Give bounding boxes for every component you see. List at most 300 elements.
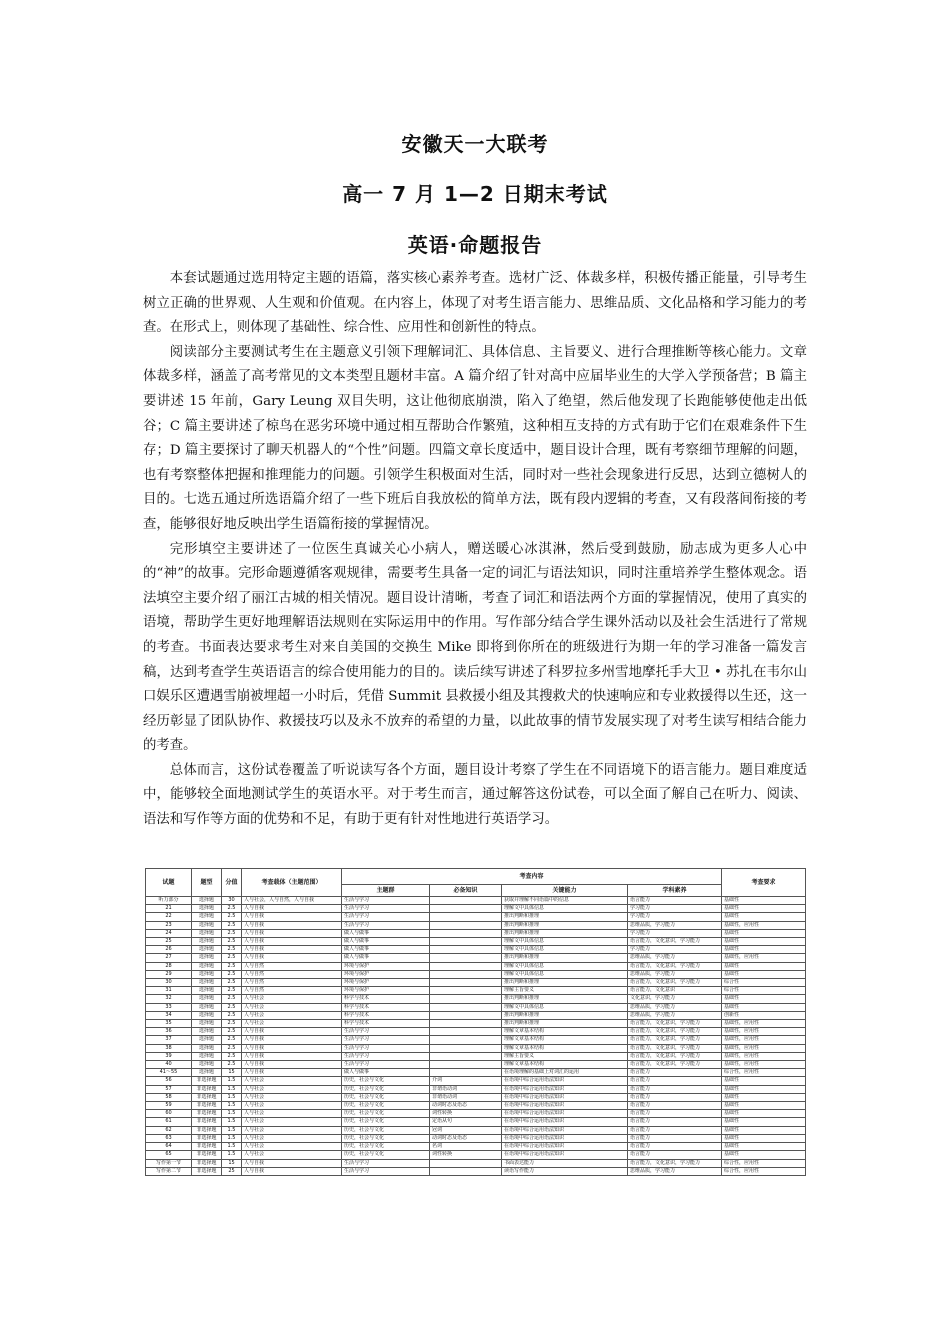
cell-item: 34 — [146, 1011, 192, 1019]
cell-type: 选择题 — [192, 938, 222, 946]
cell-item: 28 — [146, 962, 192, 970]
cell-knowledge — [430, 1044, 502, 1052]
cell-knowledge — [430, 954, 502, 962]
cell-carrier: 人与社会，人与自然，人与自我 — [242, 897, 342, 905]
cell-ability: 理解主旨要义 — [502, 987, 628, 995]
cell-knowledge — [430, 921, 502, 929]
cell-literacy: 学习能力 — [628, 946, 722, 954]
cell-type: 非选择题 — [192, 1143, 222, 1151]
cell-ability: 在语境中综合运用语法知识 — [502, 1102, 628, 1110]
cell-score: 2.5 — [222, 1036, 242, 1044]
cell-theme: 生活与学习 — [342, 921, 430, 929]
table-row — [146, 1052, 806, 1060]
cell-theme: 生活与学习 — [342, 905, 430, 913]
cell-type: 选择题 — [192, 1028, 222, 1036]
cell-type: 非选择题 — [192, 1110, 222, 1118]
cell-carrier: 人与社会 — [242, 1102, 342, 1110]
cell-ability: 在语境中综合运用语法知识 — [502, 1151, 628, 1159]
cell-ability: 理解文章基本结构 — [502, 1061, 628, 1069]
cell-ability: 推出判断和推理 — [502, 1011, 628, 1019]
cell-theme: 历史，社会与文化 — [342, 1102, 430, 1110]
cell-ability: 理解文章基本结构 — [502, 1044, 628, 1052]
header-knowledge: 必备知识 — [430, 885, 502, 897]
cell-type: 选择题 — [192, 897, 222, 905]
cell-literacy: 语言能力 — [628, 897, 722, 905]
cell-theme: 科学与技术 — [342, 1020, 430, 1028]
cell-knowledge: 定语从句 — [430, 1118, 502, 1126]
cell-theme: 历史，社会与文化 — [342, 1077, 430, 1085]
paragraph: 完形填空主要讲述了一位医生真诚关心小病人，赠送暖心冰淇淋，然后受到鼓励，励志成为更多人心中的“神”的故事。完形命题遵循客观规律，需要考生具备一定的词汇与语法知识，同时注重培养学生整体观念。语法填空主要介绍了丽江古城的相关情况。题目设计清晰，考查了词汇和语法两个方面的掌握情况，使用了真实的语境，帮助学生更好地理解语法规则在实际运用中的作用。写作部分结合学生课外活动以及社会生活进行了常规的考查。书面表达要求考生对来自美国的交换生 Mike 即将到你所在的班级进行为期一年的学习准备一篇发言稿，达到考查学生英语语言的综合使用能力的目的。读后续写讲述了科罗拉多州雪地摩托手大卫 • 苏扎在韦尔山口娱乐区遭遇雪崩被埋超一小时后，凭借 Summit 县救援小组及其搜救犬的快速响应和专业救援得以生还，这一经历彰显了团队协作、救援技巧以及永不放弃的希望的力量，以此故事的情节发展实现了对考生读写相结合能力的考查。 — [143, 541, 807, 754]
cell-requirement: 基础性 — [722, 1003, 806, 1011]
spec-table — [145, 868, 806, 1176]
cell-literacy: 语言能力 — [628, 1077, 722, 1085]
cell-carrier: 人与自我 — [242, 1069, 342, 1077]
cell-literacy: 语言能力 — [628, 1085, 722, 1093]
cell-score: 2.5 — [222, 1061, 242, 1069]
cell-literacy: 语言能力 — [628, 1110, 722, 1118]
cell-score: 1.5 — [222, 1118, 242, 1126]
table-row — [146, 1159, 806, 1167]
cell-theme: 做人与做事 — [342, 946, 430, 954]
cell-type: 选择题 — [192, 1044, 222, 1052]
cell-literacy: 语言能力，文化意识，学习能力 — [628, 1052, 722, 1060]
cell-literacy: 思维品质，学习能力 — [628, 921, 722, 929]
cell-knowledge: 动词时态及语态 — [430, 1102, 502, 1110]
cell-carrier: 人与自我 — [242, 954, 342, 962]
cell-literacy: 语言能力 — [628, 1143, 722, 1151]
cell-item: 65 — [146, 1151, 192, 1159]
cell-type: 选择题 — [192, 962, 222, 970]
cell-ability: 在语境中综合运用语法知识 — [502, 1110, 628, 1118]
cell-knowledge — [430, 979, 502, 987]
spec-table-body — [146, 897, 806, 1176]
cell-knowledge — [430, 995, 502, 1003]
cell-literacy: 语言能力 — [628, 1151, 722, 1159]
cell-item: 63 — [146, 1134, 192, 1142]
cell-carrier: 人与自我 — [242, 905, 342, 913]
cell-type: 选择题 — [192, 929, 222, 937]
cell-literacy: 语言能力 — [628, 1102, 722, 1110]
cell-score: 2.5 — [222, 987, 242, 995]
cell-requirement: 基础性 — [722, 913, 806, 921]
cell-theme: 科学与技术 — [342, 1011, 430, 1019]
cell-item: 30 — [146, 979, 192, 987]
cell-literacy: 语言能力 — [628, 1126, 722, 1134]
cell-carrier: 人与社会 — [242, 1126, 342, 1134]
cell-item: 59 — [146, 1102, 192, 1110]
cell-type: 选择题 — [192, 970, 222, 978]
cell-carrier: 人与社会 — [242, 1085, 342, 1093]
table-row — [146, 987, 806, 995]
cell-requirement: 创新性 — [722, 1011, 806, 1019]
cell-score: 2.5 — [222, 954, 242, 962]
cell-ability: 推出判断和推理 — [502, 954, 628, 962]
cell-item: 35 — [146, 1020, 192, 1028]
table-row — [146, 979, 806, 987]
table-row — [146, 1134, 806, 1142]
table-row — [146, 1036, 806, 1044]
cell-carrier: 人与自然 — [242, 970, 342, 978]
cell-literacy: 思维品质，学习能力 — [628, 1011, 722, 1019]
cell-type: 选择题 — [192, 979, 222, 987]
cell-score: 2.5 — [222, 995, 242, 1003]
cell-ability: 推出判断和推理 — [502, 1020, 628, 1028]
cell-item: 64 — [146, 1143, 192, 1151]
cell-knowledge: 非谓语动词 — [430, 1085, 502, 1093]
cell-carrier: 人与社会 — [242, 1003, 342, 1011]
cell-type: 选择题 — [192, 995, 222, 1003]
cell-literacy: 学习能力 — [628, 929, 722, 937]
cell-knowledge: 词性转换 — [430, 1110, 502, 1118]
cell-requirement: 基础性 — [722, 1110, 806, 1118]
cell-knowledge — [430, 938, 502, 946]
table-row — [146, 1003, 806, 1011]
cell-carrier: 人与自我 — [242, 938, 342, 946]
table-row — [146, 995, 806, 1003]
cell-requirement: 综合性，应用性 — [722, 1159, 806, 1167]
cell-literacy: 学习能力 — [628, 905, 722, 913]
header-content: 考查内容 — [342, 869, 722, 885]
cell-item: 写作第二节 — [146, 1167, 192, 1175]
cell-ability: 理解文中具体信息 — [502, 962, 628, 970]
cell-knowledge — [430, 946, 502, 954]
cell-type: 非选择题 — [192, 1159, 222, 1167]
cell-ability: 推出判断和推理 — [502, 921, 628, 929]
cell-ability: 理解文中具体信息 — [502, 905, 628, 913]
cell-item: 听力部分 — [146, 897, 192, 905]
cell-requirement: 基础性，应用性 — [722, 1061, 806, 1069]
cell-item: 32 — [146, 995, 192, 1003]
cell-ability: 在语境中综合运用语法知识 — [502, 1134, 628, 1142]
cell-score: 2.5 — [222, 929, 242, 937]
cell-carrier: 人与社会 — [242, 1134, 342, 1142]
cell-requirement: 综合性 — [722, 987, 806, 995]
cell-type: 选择题 — [192, 913, 222, 921]
cell-carrier: 人与社会 — [242, 1020, 342, 1028]
cell-type: 选择题 — [192, 1003, 222, 1011]
cell-type: 非选择题 — [192, 1077, 222, 1085]
cell-theme: 历史，社会与文化 — [342, 1085, 430, 1093]
report-body — [143, 267, 807, 833]
cell-knowledge: 非谓语动词 — [430, 1093, 502, 1101]
cell-literacy: 语言能力，文化意识，学习能力 — [628, 1036, 722, 1044]
table-row — [146, 929, 806, 937]
cell-requirement: 基础性 — [722, 1077, 806, 1085]
cell-requirement: 基础性，应用性 — [722, 1020, 806, 1028]
cell-carrier: 人与自我 — [242, 913, 342, 921]
cell-carrier: 人与自我 — [242, 1044, 342, 1052]
cell-literacy: 思维品质，学习能力 — [628, 1003, 722, 1011]
cell-knowledge — [430, 1036, 502, 1044]
table-row — [146, 1044, 806, 1052]
table-row — [146, 946, 806, 954]
header-requirement: 考查要求 — [722, 869, 806, 897]
cell-literacy: 语言能力，文化意识，学习能力 — [628, 962, 722, 970]
cell-score: 1.5 — [222, 1093, 242, 1101]
cell-literacy: 语言能力 — [628, 1093, 722, 1101]
cell-literacy: 语言能力，文化意识，学习能力 — [628, 1061, 722, 1069]
cell-ability: 推出判断和推理 — [502, 929, 628, 937]
table-row — [146, 1061, 806, 1069]
cell-type: 选择题 — [192, 1020, 222, 1028]
table-row — [146, 897, 806, 905]
exam-title: 高一 7 月 1—2 日期末考试 — [342, 182, 608, 206]
cell-requirement: 综合性，应用性 — [722, 1069, 806, 1077]
cell-score: 2.5 — [222, 1003, 242, 1011]
cell-item: 29 — [146, 970, 192, 978]
cell-carrier: 人与社会 — [242, 1118, 342, 1126]
cell-requirement: 基础性 — [722, 1143, 806, 1151]
cell-type: 选择题 — [192, 1061, 222, 1069]
cell-theme: 生活与学习 — [342, 1061, 430, 1069]
cell-item: 38 — [146, 1044, 192, 1052]
cell-ability: 在语境中综合运用语法知识 — [502, 1118, 628, 1126]
cell-requirement: 基础性 — [722, 929, 806, 937]
paragraph: 阅读部分主要测试考生在主题意义引领下理解词汇、具体信息、主旨要义、进行合理推断等核心能力。文章体裁多样，涵盖了高考常见的文本类型且题材丰富。A 篇介绍了针对高中应届毕业生的大学入学预备营；B 篇主要讲述 15 年前，Gary Leung 双目失明，这让他彻底崩溃，陷入了绝望，然后他发现了长跑能够使他走出低谷；C 篇主要讲述了椋鸟在恶劣环境中通过相互帮助合作繁殖，这种相互支持的方式有助于它们在艰难条件下生存；D 篇主要探讨了聊天机器人的“个性”问题。四篇文章长度适中，题目设计合理，既有考察细节理解的问题，也有考察整体把握和推理能力的问题。引领学生积极面对生活，同时对一些社会现象进行反思，达到立德树人的目的。七选五通过所选语篇介绍了一些下班后自我放松的简单方法，既有段内逻辑的考查，又有段落间衔接的考查，能够很好地反映出学生语篇衔接的掌握情况。 — [143, 344, 807, 532]
cell-type: 非选择题 — [192, 1126, 222, 1134]
cell-item: 56 — [146, 1077, 192, 1085]
cell-knowledge — [430, 970, 502, 978]
cell-knowledge — [430, 897, 502, 905]
cell-knowledge — [430, 905, 502, 913]
cell-score: 2.5 — [222, 1020, 242, 1028]
cell-ability: 理解文中具体信息 — [502, 946, 628, 954]
cell-requirement: 基础性，应用性 — [722, 1044, 806, 1052]
cell-ability: 理解主旨要义 — [502, 1052, 628, 1060]
cell-requirement: 基础性 — [722, 962, 806, 970]
cell-knowledge — [430, 1028, 502, 1036]
cell-knowledge: 介词 — [430, 1077, 502, 1085]
cell-type: 选择题 — [192, 987, 222, 995]
cell-literacy: 思维品质，学习能力 — [628, 970, 722, 978]
cell-carrier: 人与社会 — [242, 995, 342, 1003]
spec-table-wrapper — [145, 868, 805, 1176]
table-row — [146, 921, 806, 929]
cell-carrier: 人与自然 — [242, 962, 342, 970]
table-row — [146, 905, 806, 913]
cell-knowledge — [430, 1167, 502, 1175]
cell-requirement: 基础性 — [722, 1134, 806, 1142]
cell-score: 2.5 — [222, 1028, 242, 1036]
cell-type: 非选择题 — [192, 1102, 222, 1110]
cell-carrier: 人与自我 — [242, 929, 342, 937]
cell-knowledge: 动词时态及语态 — [430, 1134, 502, 1142]
cell-ability: 在语境中综合运用语法知识 — [502, 1077, 628, 1085]
cell-type: 非选择题 — [192, 1085, 222, 1093]
cell-carrier: 人与自我 — [242, 1028, 342, 1036]
cell-ability: 在语境理解的基础上对词汇的运用 — [502, 1069, 628, 1077]
cell-ability: 获取并理解不同语篇中的信息 — [502, 897, 628, 905]
table-row — [146, 1151, 806, 1159]
table-row — [146, 1143, 806, 1151]
cell-type: 非选择题 — [192, 1167, 222, 1175]
header-theme: 主题群 — [342, 885, 430, 897]
header-item: 试题 — [146, 869, 192, 897]
table-row — [146, 954, 806, 962]
cell-item: 57 — [146, 1085, 192, 1093]
cell-type: 非选择题 — [192, 1093, 222, 1101]
cell-literacy: 文化意识，学习能力 — [628, 995, 722, 1003]
cell-score: 15 — [222, 1159, 242, 1167]
cell-score: 2.5 — [222, 938, 242, 946]
cell-requirement: 基础性 — [722, 1085, 806, 1093]
cell-item: 58 — [146, 1093, 192, 1101]
cell-knowledge — [430, 987, 502, 995]
cell-ability: 在语境中综合运用语法知识 — [502, 1085, 628, 1093]
cell-score: 1.5 — [222, 1134, 242, 1142]
cell-score: 2.5 — [222, 979, 242, 987]
cell-requirement: 基础性，应用性 — [722, 1052, 806, 1060]
cell-knowledge — [430, 929, 502, 937]
cell-theme: 环境与保护 — [342, 970, 430, 978]
cell-ability: 理解文中具体信息 — [502, 970, 628, 978]
table-row — [146, 970, 806, 978]
cell-score: 30 — [222, 897, 242, 905]
cell-score: 1.5 — [222, 1151, 242, 1159]
cell-score: 1.5 — [222, 1143, 242, 1151]
cell-item: 写作第一节 — [146, 1159, 192, 1167]
table-row — [146, 938, 806, 946]
table-row — [146, 1126, 806, 1134]
cell-score: 2.5 — [222, 970, 242, 978]
cell-knowledge — [430, 1052, 502, 1060]
cell-item: 61 — [146, 1118, 192, 1126]
cell-score: 2.5 — [222, 1011, 242, 1019]
cell-knowledge: 冠词 — [430, 1126, 502, 1134]
cell-knowledge: 名词 — [430, 1143, 502, 1151]
cell-carrier: 人与自我 — [242, 1052, 342, 1060]
header-carrier: 考查载体（主题范围） — [242, 869, 342, 897]
table-row — [146, 1110, 806, 1118]
cell-theme: 生活与学习 — [342, 1036, 430, 1044]
cell-ability: 推出判断和推理 — [502, 995, 628, 1003]
cell-requirement: 基础性 — [722, 946, 806, 954]
cell-ability: 读语写作能力 — [502, 1167, 628, 1175]
cell-requirement: 基础性，应用性 — [722, 954, 806, 962]
cell-carrier: 人与社会 — [242, 1151, 342, 1159]
cell-ability: 理解文中具体信息 — [502, 938, 628, 946]
table-row — [146, 1085, 806, 1093]
cell-literacy: 语言能力，文化意识，学习能力 — [628, 1020, 722, 1028]
cell-score: 2.5 — [222, 921, 242, 929]
cell-type: 选择题 — [192, 921, 222, 929]
cell-knowledge: 词性转换 — [430, 1151, 502, 1159]
cell-theme: 生活与学习 — [342, 1044, 430, 1052]
cell-ability: 理解文中具体信息 — [502, 1003, 628, 1011]
cell-score: 1.5 — [222, 1126, 242, 1134]
paragraph: 本套试题通过选用特定主题的语篇，落实核心素养考查。选材广泛、体裁多样，积极传播正能量，引导考生树立正确的世界观、人生观和价值观。在内容上，体现了对考生语言能力、思维品质、文化品格和学习能力的考查。在形式上，则体现了基础性、综合性、应用性和创新性的特点。 — [143, 271, 807, 336]
cell-theme: 做人与做事 — [342, 1069, 430, 1077]
cell-item: 36 — [146, 1028, 192, 1036]
cell-theme: 历史，社会与文化 — [342, 1143, 430, 1151]
cell-theme: 历史，社会与文化 — [342, 1110, 430, 1118]
cell-knowledge — [430, 1159, 502, 1167]
cell-knowledge — [430, 1069, 502, 1077]
cell-knowledge — [430, 913, 502, 921]
document-title: 安徽天一大联考 — [401, 132, 549, 156]
cell-ability: 推出判断和推理 — [502, 979, 628, 987]
cell-item: 23 — [146, 921, 192, 929]
cell-requirement: 基础性 — [722, 1126, 806, 1134]
cell-item: 22 — [146, 913, 192, 921]
cell-theme: 做人与做事 — [342, 938, 430, 946]
cell-type: 选择题 — [192, 1069, 222, 1077]
cell-theme: 历史，社会与文化 — [342, 1151, 430, 1159]
cell-knowledge — [430, 1061, 502, 1069]
cell-carrier: 人与自我 — [242, 1036, 342, 1044]
cell-ability: 书面表达能力 — [502, 1159, 628, 1167]
cell-item: 40 — [146, 1061, 192, 1069]
cell-item: 33 — [146, 1003, 192, 1011]
cell-item: 27 — [146, 954, 192, 962]
cell-requirement: 基础性 — [722, 1118, 806, 1126]
cell-literacy: 语言能力，文化意识，学习能力 — [628, 1159, 722, 1167]
cell-item: 62 — [146, 1126, 192, 1134]
cell-carrier: 人与社会 — [242, 1143, 342, 1151]
cell-ability: 在语境中综合运用语法知识 — [502, 1126, 628, 1134]
table-row — [146, 1069, 806, 1077]
cell-score: 2.5 — [222, 1044, 242, 1052]
cell-theme: 环境与保护 — [342, 979, 430, 987]
cell-carrier: 人与自我 — [242, 1061, 342, 1069]
cell-literacy: 学习能力 — [628, 913, 722, 921]
cell-theme: 生活与学习 — [342, 913, 430, 921]
cell-type: 选择题 — [192, 1036, 222, 1044]
cell-requirement: 基础性 — [722, 1151, 806, 1159]
cell-type: 选择题 — [192, 1011, 222, 1019]
cell-carrier: 人与社会 — [242, 1093, 342, 1101]
cell-carrier: 人与自然 — [242, 979, 342, 987]
cell-theme: 历史，社会与文化 — [342, 1126, 430, 1134]
table-row — [146, 913, 806, 921]
cell-knowledge — [430, 1003, 502, 1011]
cell-requirement: 基础性，应用性 — [722, 921, 806, 929]
cell-type: 非选择题 — [192, 1118, 222, 1126]
cell-type: 选择题 — [192, 954, 222, 962]
header-ability: 关键能力 — [502, 885, 628, 897]
cell-theme: 历史，社会与文化 — [342, 1118, 430, 1126]
cell-knowledge — [430, 1011, 502, 1019]
cell-score: 2.5 — [222, 946, 242, 954]
cell-theme: 生活与学习 — [342, 1052, 430, 1060]
paragraph: 总体而言，这份试卷覆盖了听说读写各个方面，题目设计考察了学生在不同语境下的语言能力。题目难度适中，能够较全面地测试学生的英语水平。对于考生而言，通过解答这份试卷，可以全面了解自己在听力、阅读、语法和写作等方面的优势和不足，有助于更有针对性地进行英语学习。 — [143, 762, 807, 828]
cell-type: 非选择题 — [192, 1151, 222, 1159]
cell-literacy: 语言能力 — [628, 1069, 722, 1077]
cell-theme: 生活与学习 — [342, 1028, 430, 1036]
cell-theme: 生活与学习 — [342, 1167, 430, 1175]
cell-item: 21 — [146, 905, 192, 913]
table-row — [146, 1077, 806, 1085]
cell-requirement: 基础性，应用性 — [722, 1028, 806, 1036]
cell-requirement: 基础性，应用性 — [722, 1036, 806, 1044]
cell-carrier: 人与自我 — [242, 1167, 342, 1175]
cell-score: 2.5 — [222, 1052, 242, 1060]
cell-score: 15 — [222, 1069, 242, 1077]
cell-requirement: 综合性，应用性 — [722, 1167, 806, 1175]
cell-score: 1.5 — [222, 1102, 242, 1110]
table-row — [146, 1020, 806, 1028]
table-row — [146, 1093, 806, 1101]
cell-literacy: 语言能力，文化意识，学习能力 — [628, 1028, 722, 1036]
cell-score: 2.5 — [222, 905, 242, 913]
cell-type: 非选择题 — [192, 1134, 222, 1142]
cell-literacy: 语言能力 — [628, 1134, 722, 1142]
cell-ability: 在语境中综合运用语法知识 — [502, 1093, 628, 1101]
cell-item: 60 — [146, 1110, 192, 1118]
cell-score: 25 — [222, 1167, 242, 1175]
cell-theme: 历史，社会与文化 — [342, 1134, 430, 1142]
cell-knowledge — [430, 1020, 502, 1028]
